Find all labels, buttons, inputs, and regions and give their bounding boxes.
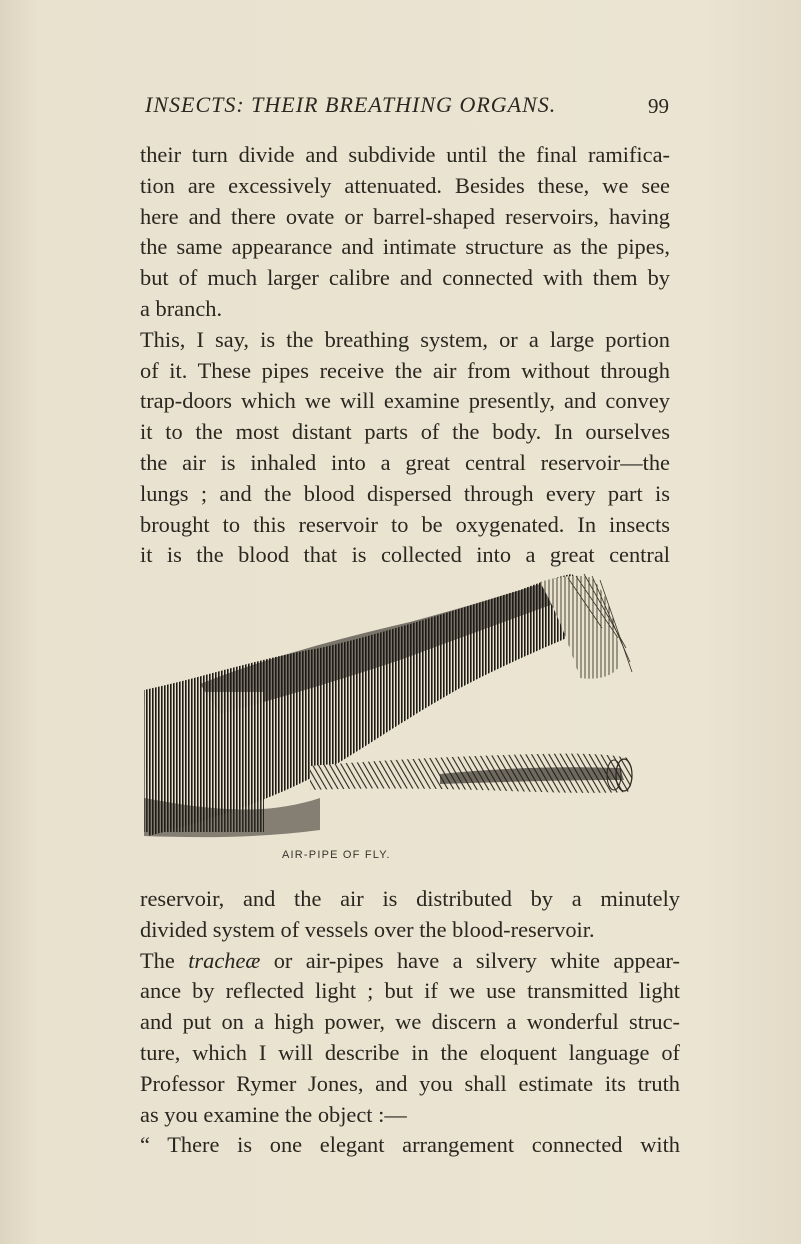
body-text-top	[140, 140, 670, 571]
text-line: as you examine the object :—	[140, 1101, 407, 1127]
text-line: Professor Rymer Jones, and you shall estimate its truth	[140, 1070, 680, 1096]
header-title: INSECTS: THEIR BREATHING ORGANS.	[145, 92, 557, 117]
text-line: here and there ovate or barrel-shaped reservoirs, having	[140, 203, 670, 229]
text-line: reservoir, and the air is distributed by a minutely	[140, 886, 680, 911]
text-line: brought to this reservoir to be oxygenated. In insects	[140, 511, 670, 537]
text-line: tion are excessively attenuated. Besides these, we see	[140, 172, 670, 198]
text-line: lungs ; and the blood dispersed through every part is	[140, 480, 670, 506]
text-line: it is the blood that is collected into a great central	[140, 542, 670, 568]
figure-caption: AIR-PIPE OF FLY.	[282, 849, 391, 861]
running-header	[0, 92, 801, 122]
text-line: and put on a high power, we discern a wonderful struc-	[140, 1009, 680, 1035]
text-line: ture, which I will describe in the eloquent language of	[140, 1039, 680, 1065]
page-number: 99	[648, 94, 669, 118]
text-line: a branch.	[140, 295, 223, 321]
text-line: the air is inhaled into a great central reservoir—the	[140, 449, 670, 475]
text-line: ance by reflected light ; but if we use transmitted light	[140, 978, 680, 1004]
italic-term: tracheæ	[188, 947, 261, 973]
text-line: of it. These pipes receive the air from without through	[140, 357, 670, 383]
text-line: but of much larger calibre and connected with them by	[140, 265, 670, 291]
text-line: “ There is one elegant arrangement connected with	[140, 1132, 680, 1158]
body-text-bottom	[140, 884, 680, 1161]
text-line: divided system of vessels over the blood-reservoir.	[140, 916, 595, 942]
text-fragment: or air-pipes have a silvery white appear-	[260, 947, 680, 973]
text-line: This, I say, is the breathing system, or a large portion	[140, 326, 670, 352]
text-line: the same appearance and intimate structure as the pipes,	[140, 234, 670, 260]
text-line	[140, 946, 680, 977]
text-line: their turn divide and subdivide until the final ramifica-	[140, 142, 670, 167]
text-line: it to the most distant parts of the body. In ourselves	[140, 419, 670, 445]
air-pipe-illustration	[140, 568, 660, 840]
text-fragment: The	[140, 947, 189, 973]
text-line: trap-doors which we will examine presently, and convey	[140, 388, 670, 414]
